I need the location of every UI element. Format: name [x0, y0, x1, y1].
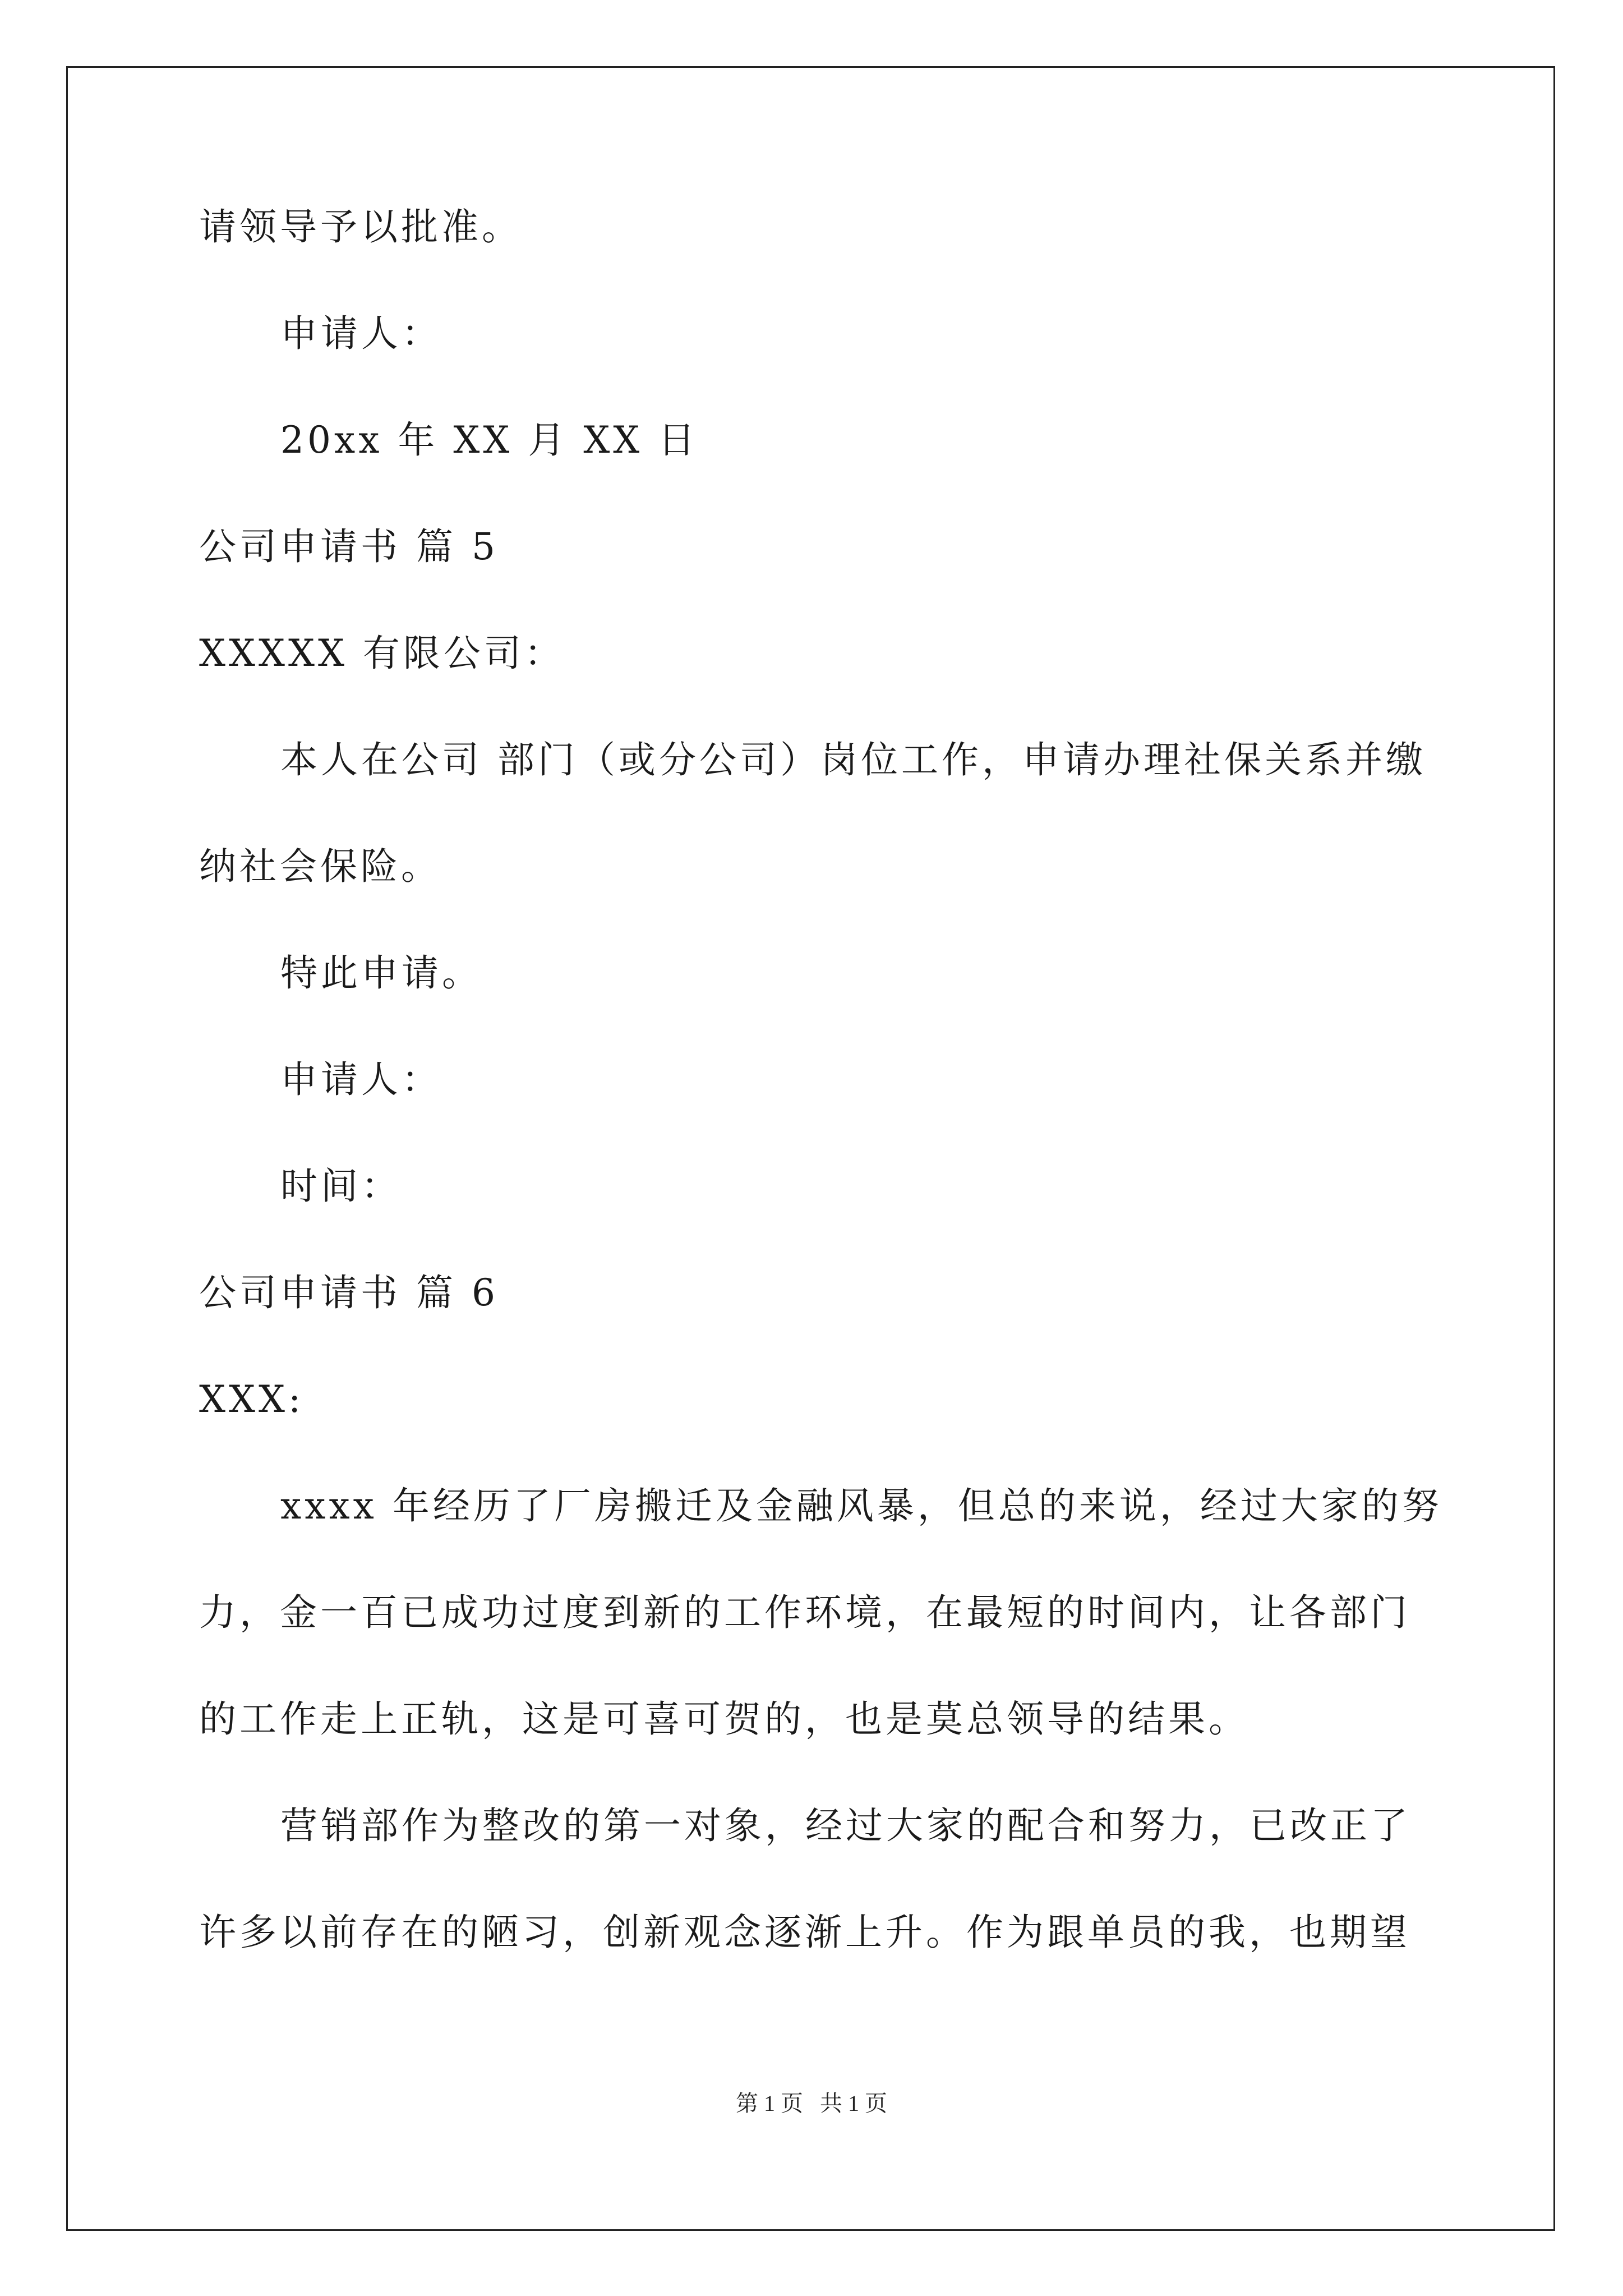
text-line: 请领导予以批准。 [199, 205, 522, 249]
text-line: 力，金一百已成功过度到新的工作环境，在最短的时间内，让各部门 [199, 1591, 1410, 1634]
date-line: 20xx 年 XX 月 XX 日 [280, 418, 699, 462]
section-heading: 公司申请书 篇 6 [199, 1271, 499, 1314]
text-line: 纳社会保险。 [199, 845, 441, 888]
applicant-label: 申请人： [280, 312, 442, 355]
addressee-line: XXX: [199, 1378, 305, 1421]
text-line: 特此申请。 [280, 951, 482, 995]
text-line: 许多以前存在的陋习，创新观念逐渐上升。作为跟单员的我，也期望 [199, 1911, 1410, 1954]
page-border [66, 66, 1555, 2231]
text-line: xxxx 年经历了厂房搬迁及金融风暴，但总的来说，经过大家的努 [280, 1484, 1442, 1527]
section-heading: 公司申请书 篇 5 [199, 525, 499, 568]
addressee-line: XXXXX 有限公司： [199, 632, 565, 675]
text-line: 本人在公司 部门（或分公司）岗位工作，申请办理社保关系并缴 [280, 738, 1426, 781]
time-label: 时间： [280, 1165, 402, 1208]
text-line: 的工作走上正轨，这是可喜可贺的，也是莫总领导的结果。 [199, 1697, 1249, 1741]
applicant-label: 申请人： [280, 1058, 442, 1101]
page-footer: 第 1 页 共 1 页 [736, 2091, 887, 2116]
text-line: 营销部作为整改的第一对象，经过大家的配合和努力，已改正了 [280, 1804, 1411, 1847]
